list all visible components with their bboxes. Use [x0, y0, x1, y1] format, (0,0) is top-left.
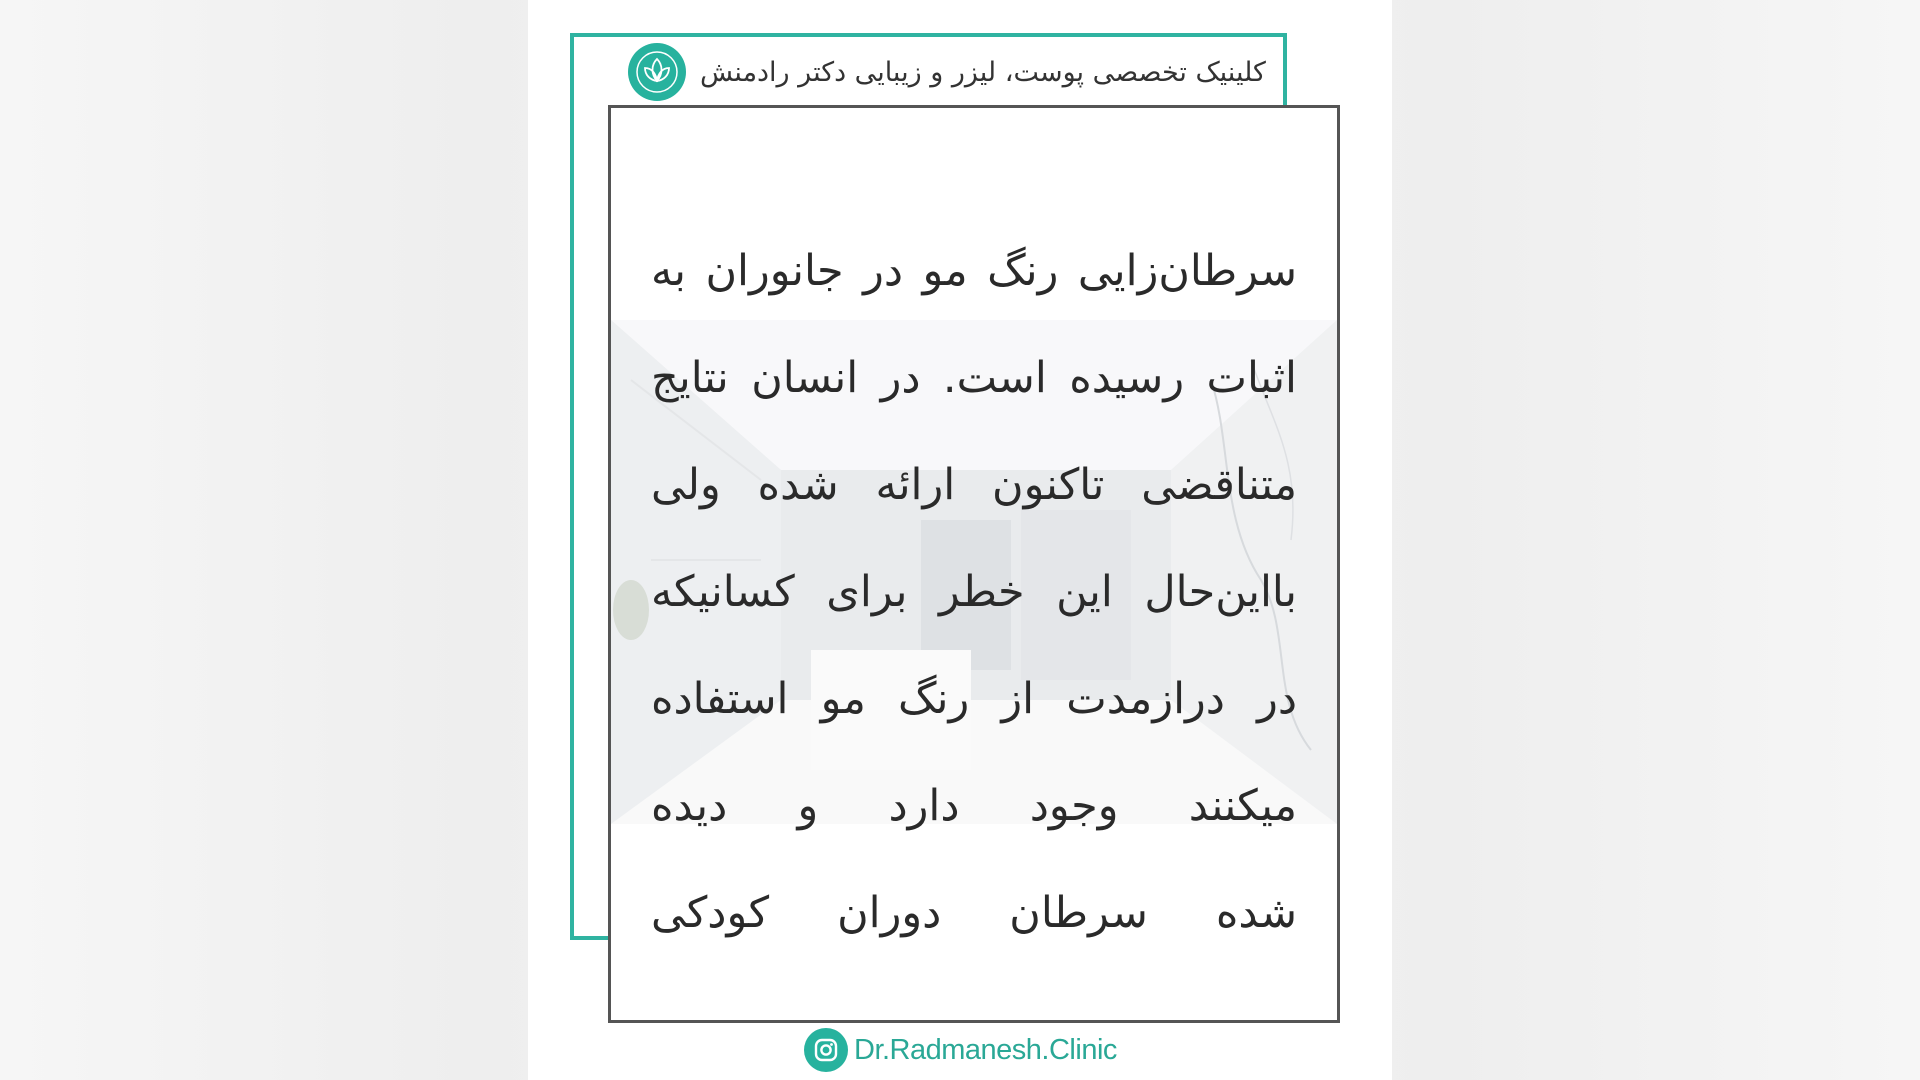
instagram-handle-text: Dr.Radmanesh.Clinic — [854, 1033, 1117, 1066]
article-text — [651, 218, 1297, 967]
post-card — [528, 0, 1392, 1080]
lotus-leaf-logo-icon — [628, 43, 686, 101]
text-line-4: بااین‌حال این خطر برای کسانیکه — [651, 567, 1297, 617]
text-line-7: شده سرطان دوران کودکی — [651, 888, 1297, 938]
content-box — [608, 105, 1340, 1023]
text-line-6: میکنند وجود دارد و دیده — [651, 781, 1297, 831]
text-line-1: سرطان‌زایی رنگ مو در جانوران به — [651, 246, 1297, 296]
text-line-5: در درازمدت از رنگ مو استفاده — [651, 674, 1297, 724]
text-line-2: اثبات رسیده است. در انسان نتایج — [651, 353, 1297, 403]
instagram-icon — [804, 1028, 848, 1072]
clinic-header — [628, 40, 1266, 104]
instagram-handle[interactable] — [804, 1028, 1117, 1072]
clinic-name: کلینیک تخصصی پوست، لیزر و زیبایی دکتر رادمنش — [700, 56, 1266, 88]
text-line-3: متناقضی تاکنون ارائه شده ولی — [651, 460, 1297, 510]
